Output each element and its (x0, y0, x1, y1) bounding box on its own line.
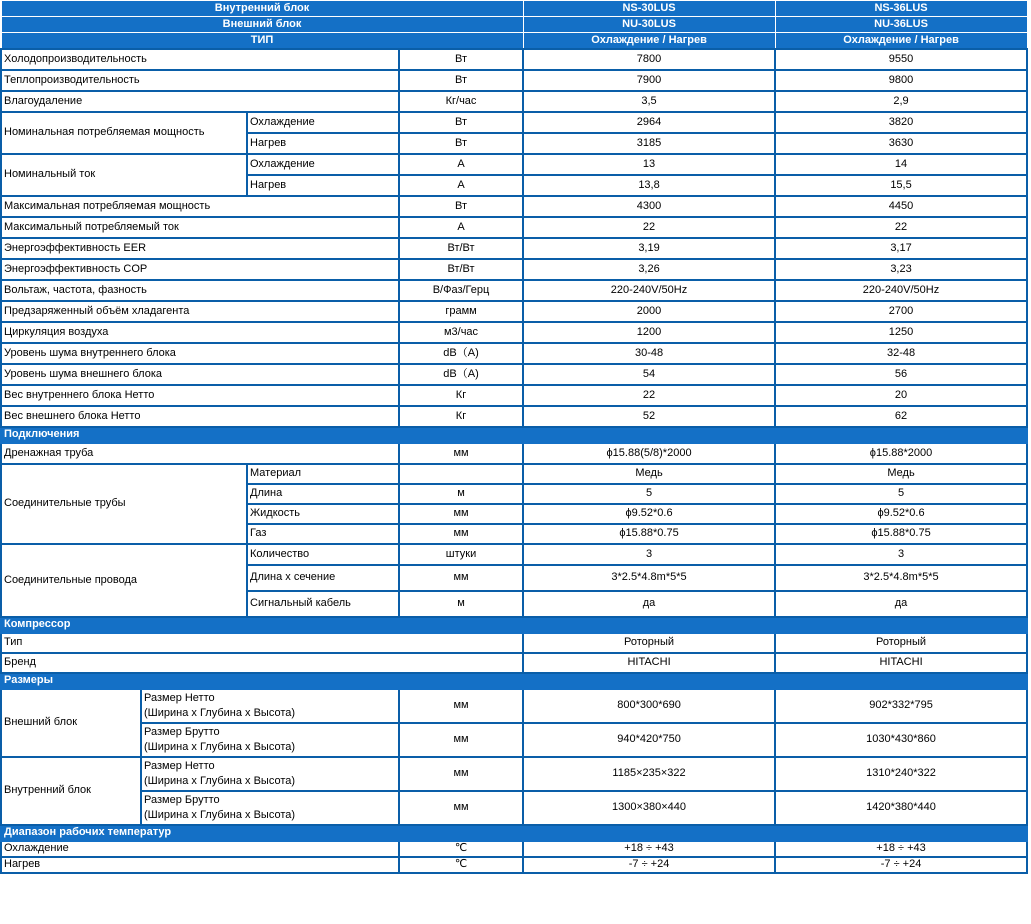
row-unit: Вт (399, 49, 523, 70)
row-value-1: 5 (523, 484, 775, 504)
row-unit: мм (399, 504, 523, 524)
row-label: Максимальная потребляемая мощность (1, 196, 399, 217)
row-group-label: Внешний блок (1, 689, 141, 757)
table-row (1, 364, 1027, 385)
row-label: Вольтаж, частота, фазность (1, 280, 399, 301)
row-unit: ℃ (399, 841, 523, 857)
row-value-1: 220-240V/50Hz (523, 280, 775, 301)
row-value-2: 1030*430*860 (775, 723, 1027, 757)
table-row (1, 343, 1027, 364)
row-unit: dB（A) (399, 343, 523, 364)
row-value-1: 3185 (523, 133, 775, 154)
row-value-1: 13,8 (523, 175, 775, 196)
table-row (1, 196, 1027, 217)
row-unit: мм (399, 723, 523, 757)
size-label-note: (Ширина х Глубина х Высота) (144, 774, 296, 787)
row-value-1: 3,26 (523, 259, 775, 280)
row-unit: м (399, 591, 523, 617)
row-value-2: 220-240V/50Hz (775, 280, 1027, 301)
row-unit: Кг (399, 406, 523, 427)
table-row (1, 91, 1027, 112)
row-unit: Вт (399, 196, 523, 217)
row-value-2: 3630 (775, 133, 1027, 154)
row-unit: мм (399, 689, 523, 723)
row-value-2: 3 (775, 544, 1027, 565)
row-value-1: -7 ÷ +24 (523, 857, 775, 873)
row-unit: А (399, 154, 523, 175)
table-row (1, 238, 1027, 259)
row-unit (399, 464, 523, 484)
row-value-2: 32-48 (775, 343, 1027, 364)
row-sub-label (141, 757, 399, 791)
table-row (1, 723, 1027, 757)
row-value-1: +18 ÷ +43 (523, 841, 775, 857)
row-value-2: 2,9 (775, 91, 1027, 112)
section-title: Подключения (1, 427, 1027, 443)
table-row (1, 791, 1027, 825)
row-value-1: 22 (523, 217, 775, 238)
row-value-1: HITACHI (523, 653, 775, 673)
row-label: Циркуляция воздуха (1, 322, 399, 343)
table-row (1, 406, 1027, 427)
row-value-2: 3820 (775, 112, 1027, 133)
row-sub-label (141, 689, 399, 723)
row-label: Теплопроизводительность (1, 70, 399, 91)
row-sub-label (141, 723, 399, 757)
row-value-2: ϕ9.52*0.6 (775, 504, 1027, 524)
row-label: Уровень шума внешнего блока (1, 364, 399, 385)
table-row (1, 259, 1027, 280)
row-value-2: 9550 (775, 49, 1027, 70)
row-value-2: 3,17 (775, 238, 1027, 259)
row-unit: мм (399, 565, 523, 591)
section-header-temperature (1, 825, 1027, 841)
row-value-1: ϕ9.52*0.6 (523, 504, 775, 524)
row-sub-label: Сигнальный кабель (247, 591, 399, 617)
row-value-1: 1200 (523, 322, 775, 343)
row-value-2: 5 (775, 484, 1027, 504)
row-label: Влагоудаление (1, 91, 399, 112)
table-row (1, 464, 1027, 484)
row-label: Максимальный потребляемый ток (1, 217, 399, 238)
row-value-1: 30-48 (523, 343, 775, 364)
section-header-dimensions (1, 673, 1027, 689)
row-unit: А (399, 217, 523, 238)
table-row (1, 689, 1027, 723)
row-sub-label: Жидкость (247, 504, 399, 524)
row-value-2: 62 (775, 406, 1027, 427)
row-value-1: 22 (523, 385, 775, 406)
row-value-2: 2700 (775, 301, 1027, 322)
row-value-2: 1250 (775, 322, 1027, 343)
header-type-row (1, 33, 1027, 49)
row-sub-label: Длина х сечение (247, 565, 399, 591)
row-unit: Вт/Вт (399, 238, 523, 259)
size-label: Размер Нетто (144, 691, 215, 704)
row-value-2: 9800 (775, 70, 1027, 91)
row-label: Охлаждение (1, 841, 399, 857)
size-label-note: (Ширина х Глубина х Высота) (144, 706, 296, 719)
row-value-2: ϕ15.88*2000 (775, 443, 1027, 464)
row-sub-label: Количество (247, 544, 399, 565)
table-row (1, 757, 1027, 791)
row-sub-label (141, 791, 399, 825)
row-value-2: 1420*380*440 (775, 791, 1027, 825)
row-value-1: 800*300*690 (523, 689, 775, 723)
row-group-label: Номинальная потребляемая мощность (1, 112, 247, 154)
row-label: Уровень шума внутреннего блока (1, 343, 399, 364)
row-value-2: 14 (775, 154, 1027, 175)
table-row (1, 112, 1027, 133)
row-value-2: 20 (775, 385, 1027, 406)
row-value-2: 902*332*795 (775, 689, 1027, 723)
row-unit: мм (399, 791, 523, 825)
row-value-2: +18 ÷ +43 (775, 841, 1027, 857)
table-row (1, 322, 1027, 343)
size-label-note: (Ширина х Глубина х Высота) (144, 740, 296, 753)
table-row (1, 857, 1027, 873)
row-value-1: 52 (523, 406, 775, 427)
table-row (1, 280, 1027, 301)
row-value-1: Роторный (523, 633, 775, 653)
size-label: Размер Брутто (144, 793, 220, 806)
row-value-2: 4450 (775, 196, 1027, 217)
row-label: Энергоэффективность COP (1, 259, 399, 280)
row-value-1: 54 (523, 364, 775, 385)
table-row (1, 443, 1027, 464)
table-row (1, 217, 1027, 238)
row-value-1: 940*420*750 (523, 723, 775, 757)
row-value-2: HITACHI (775, 653, 1027, 673)
row-sub-label: Охлаждение (247, 112, 399, 133)
row-value-1: 2964 (523, 112, 775, 133)
table-row (1, 385, 1027, 406)
header-label: Внешний блок (1, 17, 523, 33)
header-outdoor-row (1, 17, 1027, 33)
size-label-note: (Ширина х Глубина х Высота) (144, 808, 296, 821)
row-label: Дренажная труба (1, 443, 399, 464)
row-sub-label: Газ (247, 524, 399, 544)
row-label: Энергоэффективность EER (1, 238, 399, 259)
row-value-2: 15,5 (775, 175, 1027, 196)
row-value-1: 3,19 (523, 238, 775, 259)
row-unit: А (399, 175, 523, 196)
table-row (1, 653, 1027, 673)
row-sub-label: Нагрев (247, 175, 399, 196)
row-value-2: 3,23 (775, 259, 1027, 280)
row-value-1: 7800 (523, 49, 775, 70)
table-row (1, 544, 1027, 565)
row-value-2: -7 ÷ +24 (775, 857, 1027, 873)
row-value-1: 3 (523, 544, 775, 565)
row-group-label: Соединительные трубы (1, 464, 247, 544)
row-value-2: ϕ15.88*0.75 (775, 524, 1027, 544)
row-value-2: да (775, 591, 1027, 617)
row-value-1: 1185×235×322 (523, 757, 775, 791)
header-label: ТИП (1, 33, 523, 49)
section-title: Размеры (1, 673, 1027, 689)
row-unit: dB（A) (399, 364, 523, 385)
row-label: Предзаряженный объём хладагента (1, 301, 399, 322)
row-unit: мм (399, 524, 523, 544)
row-value-2: 3*2.5*4.8m*5*5 (775, 565, 1027, 591)
row-value-2: 56 (775, 364, 1027, 385)
table-row (1, 70, 1027, 91)
row-sub-label: Материал (247, 464, 399, 484)
size-label: Размер Нетто (144, 759, 215, 772)
row-value-2: Медь (775, 464, 1027, 484)
header-label: Внутренний блок (1, 1, 523, 17)
header-indoor-row (1, 1, 1027, 17)
row-unit: Вт (399, 70, 523, 91)
row-sub-label: Охлаждение (247, 154, 399, 175)
row-value-1: ϕ15.88*0.75 (523, 524, 775, 544)
table-row (1, 49, 1027, 70)
section-title: Диапазон рабочих температур (1, 825, 1027, 841)
row-unit: В/Фаз/Герц (399, 280, 523, 301)
row-value-1: 1300×380×440 (523, 791, 775, 825)
header-model-1: NU-30LUS (523, 17, 775, 33)
row-unit: Кг (399, 385, 523, 406)
header-model-1: NS-30LUS (523, 1, 775, 17)
row-unit: Вт (399, 112, 523, 133)
row-label: Холодопроизводительность (1, 49, 399, 70)
table-row (1, 841, 1027, 857)
header-model-2: NS-36LUS (775, 1, 1027, 17)
row-unit: грамм (399, 301, 523, 322)
row-unit: м (399, 484, 523, 504)
row-unit: штуки (399, 544, 523, 565)
row-label: Нагрев (1, 857, 399, 873)
section-header-connections (1, 427, 1027, 443)
row-value-1: 2000 (523, 301, 775, 322)
row-group-label: Номинальный ток (1, 154, 247, 196)
row-group-label: Внутренний блок (1, 757, 141, 825)
size-label: Размер Брутто (144, 725, 220, 738)
header-model-2: NU-36LUS (775, 17, 1027, 33)
row-unit: Кг/час (399, 91, 523, 112)
table-row (1, 301, 1027, 322)
row-value-1: ϕ15.88(5/8)*2000 (523, 443, 775, 464)
row-value-2: 22 (775, 217, 1027, 238)
row-unit: м3/час (399, 322, 523, 343)
table-row (1, 633, 1027, 653)
row-label: Вес внутреннего блока Нетто (1, 385, 399, 406)
row-value-1: 13 (523, 154, 775, 175)
row-value-1: 4300 (523, 196, 775, 217)
row-value-1: да (523, 591, 775, 617)
header-mode-2: Охлаждение / Нагрев (775, 33, 1027, 49)
row-label: Тип (1, 633, 523, 653)
row-label: Бренд (1, 653, 523, 673)
row-unit: Вт (399, 133, 523, 154)
row-unit: ℃ (399, 857, 523, 873)
table-row (1, 154, 1027, 175)
row-unit: мм (399, 757, 523, 791)
row-value-1: Медь (523, 464, 775, 484)
row-group-label: Соединительные провода (1, 544, 247, 617)
row-sub-label: Длина (247, 484, 399, 504)
row-value-1: 7900 (523, 70, 775, 91)
section-header-compressor (1, 617, 1027, 633)
row-value-2: Роторный (775, 633, 1027, 653)
row-value-2: 1310*240*322 (775, 757, 1027, 791)
row-unit: мм (399, 443, 523, 464)
row-label: Вес внешнего блока Нетто (1, 406, 399, 427)
row-value-1: 3,5 (523, 91, 775, 112)
row-unit: Вт/Вт (399, 259, 523, 280)
row-value-1: 3*2.5*4.8m*5*5 (523, 565, 775, 591)
section-title: Компрессор (1, 617, 1027, 633)
row-sub-label: Нагрев (247, 133, 399, 154)
header-mode-1: Охлаждение / Нагрев (523, 33, 775, 49)
